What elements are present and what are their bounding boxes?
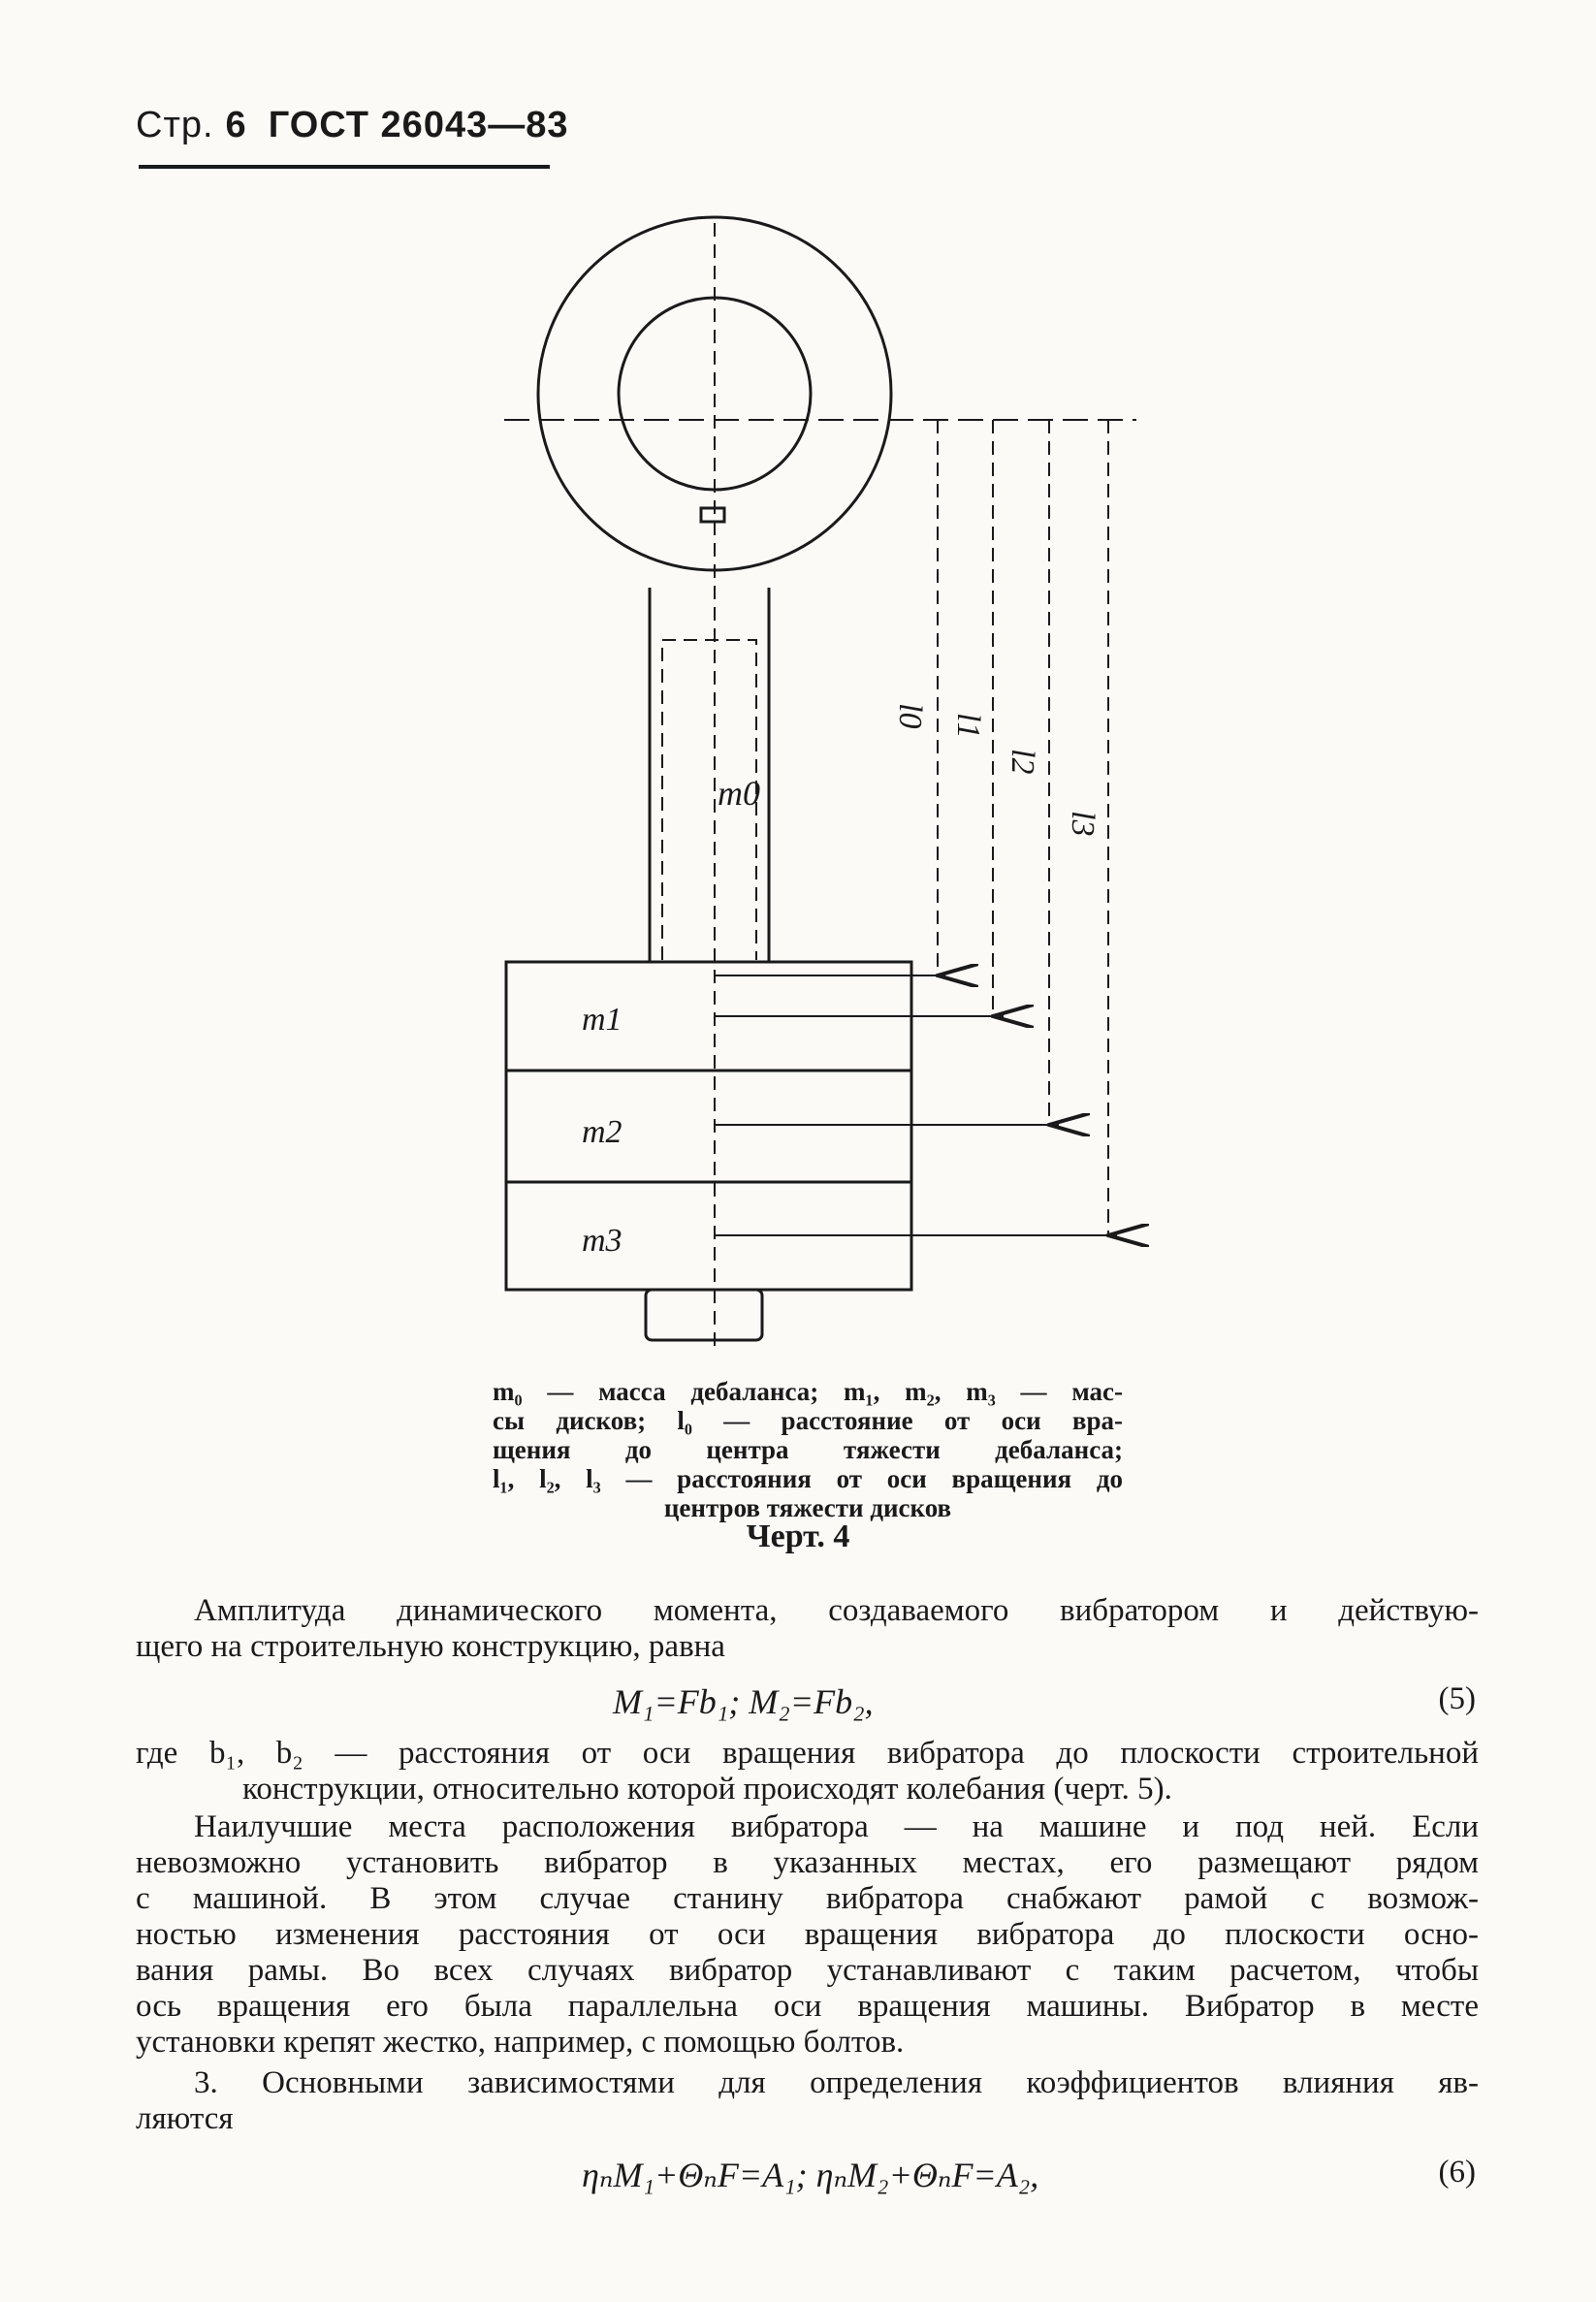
caption-line: щения до центра тяжести дебаланса; (493, 1435, 1123, 1464)
paragraph-placement (136, 1809, 1479, 2061)
label-l1: l1 (950, 713, 986, 739)
text-line: конструкции, относительно которой происходят колебания (черт. 5). (242, 1772, 1172, 1806)
label-m0: m0 (718, 774, 760, 813)
key-slot (701, 508, 724, 522)
label-m3: m3 (582, 1223, 622, 1259)
document-code: ГОСТ 26043—83 (268, 105, 569, 145)
text-line: Амплитуда динамического момента, создаваемого вибратором и действую- (194, 1593, 1479, 1628)
text-line: 3. Основными зависимостями для определения коэффициентов влияния яв- (194, 2065, 1479, 2100)
figure-title: Черт. 4 (746, 1519, 850, 1554)
text-line: ось вращения его была параллельна оси вращения машины. Вибратор в месте (136, 1989, 1479, 2024)
text-line: где b₁, b₂ — расстояния от оси вращения вибратора до плоскости строительной (136, 1736, 1479, 1771)
caption-line: сы дисков; l₀ — расстояние от оси вра- (493, 1406, 1123, 1435)
label-l2: l2 (1005, 749, 1040, 775)
page-number: Стр. 6 (136, 105, 247, 145)
label-m1: m1 (582, 1002, 622, 1038)
paragraph-amplitude (136, 1593, 1479, 1665)
equation-5-number: (5) (1438, 1681, 1476, 1716)
paragraph-where (136, 1736, 1479, 1807)
caption-line: l₁, l₂, l₃ — расстояния от оси вращения до (493, 1464, 1123, 1493)
equation-6-number: (6) (1438, 2155, 1476, 2190)
text-line: ляются (136, 2101, 234, 2136)
text-line: вания рамы. Во всех случаях вибратор устанавливают с таким расчетом, чтобы (136, 1953, 1479, 1988)
caption-line: m₀ — масса дебаланса; m₁, m₂, m₃ — мас- (493, 1377, 1123, 1406)
label-l3: l3 (1065, 811, 1101, 837)
text-line: установки крепят жестко, например, с помощью болтов. (136, 2025, 905, 2060)
text-line: невозможно установить вибратор в указанных местах, его размещают рядом (136, 1845, 1479, 1880)
equation-5: M₁=Fb₁; M₂=Fb₂, (613, 1682, 874, 1721)
figure-caption (493, 1377, 1123, 1522)
text-line: Наилучшие места расположения вибратора — на машине и под ней. Если (194, 1809, 1479, 1844)
text-line: с машиной. В этом случае станину вибратора снабжают рамой с возмож- (136, 1881, 1479, 1916)
label-l0: l0 (892, 703, 928, 729)
caption-line: центров тяжести дисков (663, 1493, 952, 1522)
text-line: щего на строительную конструкцию, равна (136, 1629, 725, 1664)
equation-6: ηₙM₁+ΘₙF=A₁; ηₙM₂+ΘₙF=A₂, (582, 2156, 1039, 2194)
paragraph-dependencies (136, 2065, 1479, 2137)
label-m2: m2 (582, 1114, 622, 1150)
text-line: ностью изменения расстояния от оси вращения вибратора до плоскости осно- (136, 1917, 1479, 1952)
bolt (646, 1290, 762, 1340)
